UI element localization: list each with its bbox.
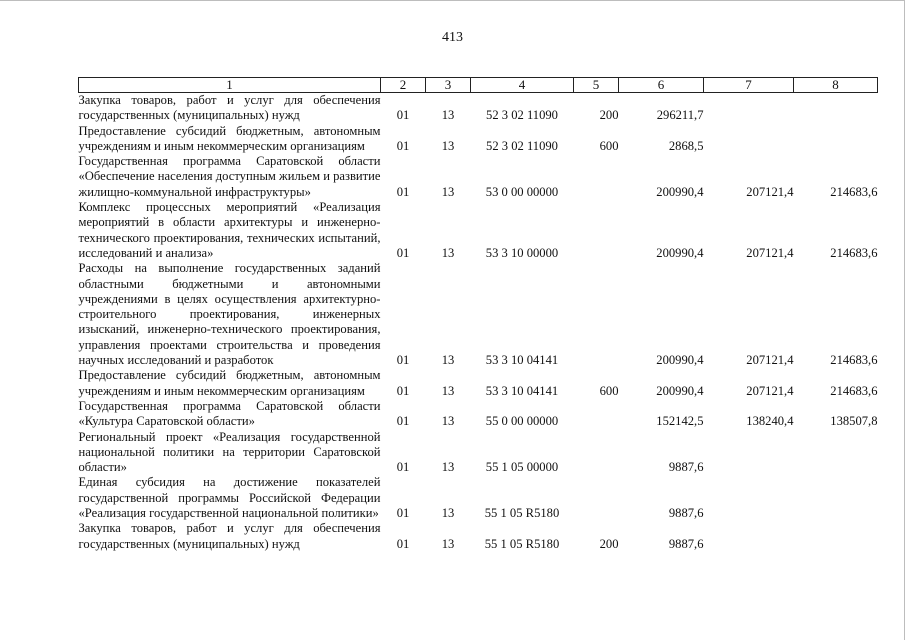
row-description: Региональный проект «Реализация государственной национальной политики на территории Саратовской области» — [78, 429, 381, 475]
row-expense-type: 200 — [599, 108, 619, 123]
row-expense-type — [574, 261, 619, 368]
row-amount-3 — [794, 430, 878, 476]
row-subsection: 13 — [441, 506, 455, 521]
page-frame-top — [0, 0, 905, 1]
table-row — [79, 368, 878, 399]
row-section: 01 — [396, 383, 410, 398]
row-amount-2 — [704, 124, 794, 155]
row-target-code: 53 0 00 00000 — [485, 184, 559, 199]
table-row — [79, 399, 878, 430]
table-header-row — [79, 78, 878, 93]
row-target-code: 52 3 02 11090 — [486, 108, 558, 123]
row-section: 01 — [396, 536, 410, 551]
row-amount-3: 214683,6 — [830, 184, 878, 199]
row-amount-3: 214683,6 — [830, 383, 878, 398]
row-target-code: 55 1 05 R5180 — [484, 506, 560, 521]
row-amount-3: 138507,8 — [830, 414, 878, 429]
row-amount-1: 200990,4 — [656, 353, 704, 368]
row-target-code: 55 0 00 00000 — [485, 414, 559, 429]
header-col-6: 6 — [619, 78, 704, 93]
header-col-3: 3 — [426, 78, 471, 93]
row-expense-type — [574, 399, 619, 430]
row-amount-2: 207121,4 — [746, 353, 794, 368]
row-section: 01 — [396, 138, 410, 153]
row-amount-2 — [704, 475, 794, 521]
row-expense-type — [574, 430, 619, 476]
row-section: 01 — [396, 108, 410, 123]
table-row — [79, 93, 878, 124]
row-amount-3 — [794, 521, 878, 552]
row-expense-type: 600 — [599, 138, 619, 153]
row-subsection: 13 — [441, 184, 455, 199]
table-row — [79, 430, 878, 476]
row-amount-2: 207121,4 — [746, 245, 794, 260]
row-description: Закупка товаров, работ и услуг для обеспечения государственных (муниципальных) нужд — [78, 93, 381, 123]
header-col-8: 8 — [794, 78, 878, 93]
row-amount-1: 200990,4 — [656, 383, 704, 398]
row-amount-2: 207121,4 — [746, 184, 794, 199]
header-col-5: 5 — [574, 78, 619, 93]
header-col-2: 2 — [381, 78, 426, 93]
row-amount-3: 214683,6 — [830, 245, 878, 260]
row-target-code: 53 3 10 00000 — [485, 245, 559, 260]
row-subsection: 13 — [441, 353, 455, 368]
row-subsection: 13 — [441, 383, 455, 398]
row-amount-2 — [704, 430, 794, 476]
row-section: 01 — [396, 184, 410, 199]
row-amount-3 — [794, 475, 878, 521]
row-amount-2: 207121,4 — [746, 383, 794, 398]
row-description: Закупка товаров, работ и услуг для обеспечения государственных (муниципальных) нужд — [78, 521, 381, 551]
row-amount-1: 296211,7 — [656, 108, 704, 123]
row-section: 01 — [396, 353, 410, 368]
table-row — [79, 200, 878, 261]
page-number: 413 — [442, 30, 463, 45]
row-expense-type — [574, 475, 619, 521]
table-row — [79, 521, 878, 552]
row-amount-1: 9887,6 — [668, 506, 704, 521]
row-section: 01 — [396, 460, 410, 475]
row-description: Расходы на выполнение государственных заданий областными бюджетными и автономными учреждениями в целях осуществления архитектурно-строительного проектирования, инженерных изысканий, инженерно-технического проектирования, управления проектами строительства и проведения научных исследований и разработок — [78, 261, 381, 368]
row-expense-type — [574, 200, 619, 261]
row-subsection: 13 — [441, 414, 455, 429]
table-row — [79, 261, 878, 368]
row-amount-3 — [794, 93, 878, 124]
row-amount-1: 2868,5 — [668, 138, 704, 153]
row-subsection: 13 — [441, 536, 455, 551]
row-description: Комплекс процессных мероприятий «Реализация мероприятий в области архитектуры и инженерно-технического проектирования, технических испытаний, исследований и анализа» — [78, 200, 381, 260]
row-amount-2 — [704, 93, 794, 124]
row-subsection: 13 — [441, 108, 455, 123]
row-description: Предоставление субсидий бюджетным, автономным учреждениям и иным некоммерческим организациям — [78, 123, 381, 153]
budget-table — [78, 77, 878, 552]
header-col-4: 4 — [471, 78, 574, 93]
row-description: Единая субсидия на достижение показателей государственной программы Российской Федерации «Реализация государственной национальной политики» — [78, 475, 381, 521]
header-col-7: 7 — [704, 78, 794, 93]
row-description: Государственная программа Саратовской области «Культура Саратовской области» — [78, 398, 381, 429]
row-expense-type: 200 — [599, 536, 619, 551]
table-row — [79, 154, 878, 200]
row-amount-1: 9887,6 — [668, 536, 704, 551]
row-subsection: 13 — [441, 245, 455, 260]
row-section: 01 — [396, 506, 410, 521]
row-target-code: 55 1 05 00000 — [485, 460, 559, 475]
row-target-code: 53 3 10 04141 — [485, 383, 559, 398]
row-target-code: 55 1 05 R5180 — [484, 536, 560, 551]
row-amount-2: 138240,4 — [746, 414, 794, 429]
row-subsection: 13 — [441, 138, 455, 153]
row-amount-3: 214683,6 — [830, 353, 878, 368]
row-target-code: 53 3 10 04141 — [485, 353, 559, 368]
row-expense-type: 600 — [599, 383, 619, 398]
row-amount-1: 152142,5 — [656, 414, 704, 429]
row-section: 01 — [396, 245, 410, 260]
table-row — [79, 124, 878, 155]
header-col-1: 1 — [79, 78, 381, 93]
row-expense-type — [574, 154, 619, 200]
row-description: Государственная программа Саратовской области «Обеспечение населения доступным жильем и развитие жилищно-коммунальной инфраструктуры» — [78, 154, 381, 199]
row-amount-1: 9887,6 — [668, 460, 704, 475]
row-section: 01 — [396, 414, 410, 429]
row-amount-2 — [704, 521, 794, 552]
row-target-code: 52 3 02 11090 — [486, 138, 558, 153]
row-amount-3 — [794, 124, 878, 155]
row-amount-1: 200990,4 — [656, 184, 704, 199]
table-row — [79, 475, 878, 521]
row-description: Предоставление субсидий бюджетным, автономным учреждениям и иным некоммерческим организациям — [78, 368, 381, 398]
row-subsection: 13 — [441, 460, 455, 475]
row-amount-1: 200990,4 — [656, 245, 704, 260]
